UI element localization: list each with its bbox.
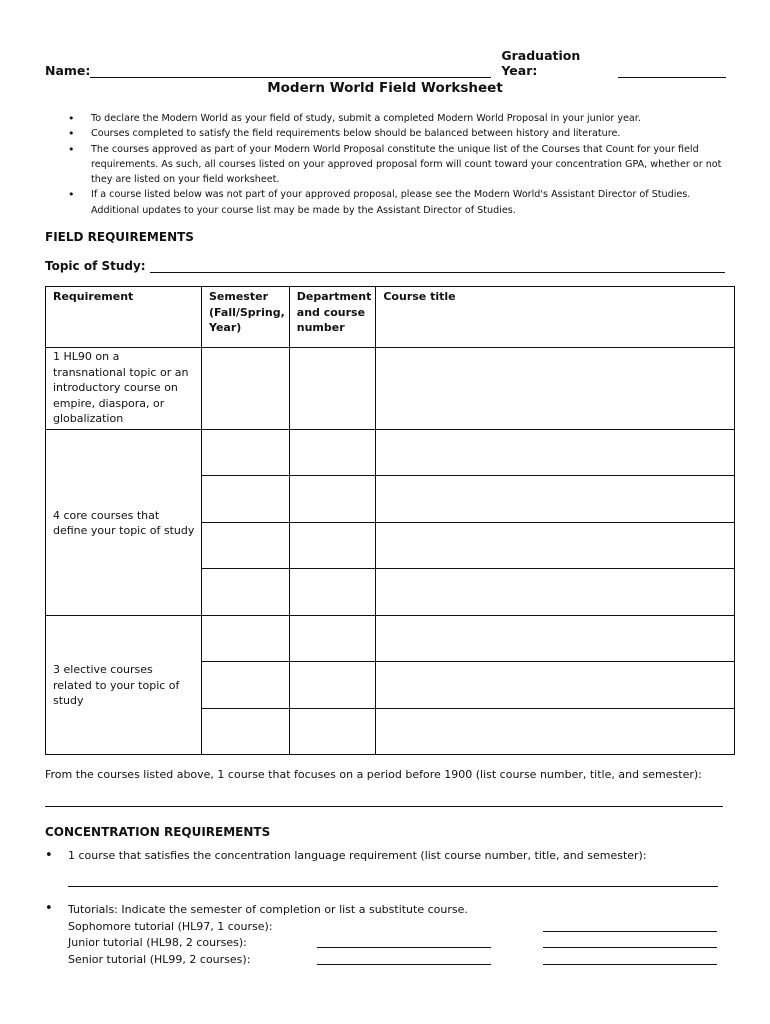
semester-cell[interactable] xyxy=(202,348,290,430)
department-cell[interactable] xyxy=(289,476,376,523)
header-course-title: Course title xyxy=(376,287,735,348)
language-answer-line[interactable] xyxy=(68,886,718,887)
requirement-label: 3 elective courses related to your topic of study xyxy=(53,663,180,708)
semester-cell[interactable] xyxy=(202,476,290,523)
table-header-row xyxy=(46,287,735,348)
sophomore-tutorial-blank[interactable] xyxy=(543,931,717,932)
junior-tutorial-blank-1[interactable] xyxy=(317,947,491,948)
requirement-cell xyxy=(46,616,202,755)
course-title-cell[interactable] xyxy=(376,430,735,476)
junior-tutorial-blank-2[interactable] xyxy=(543,947,717,948)
requirements-table xyxy=(45,286,735,755)
pre1900-answer-line[interactable] xyxy=(45,806,723,807)
senior-tutorial-blank-2[interactable] xyxy=(543,964,717,965)
page-title: Modern World Field Worksheet xyxy=(267,80,503,96)
intro-bullet: • To declare the Modern World as your field of study, submit a completed Modern World Proposal in your junior year. xyxy=(68,111,730,126)
topic-field[interactable] xyxy=(150,258,725,273)
tutorials-intro: Tutorials: Indicate the semester of completion or list a substitute course. xyxy=(68,903,468,916)
topic-row xyxy=(45,258,725,273)
header-requirement: Requirement xyxy=(46,287,202,348)
tutorials-block xyxy=(68,902,468,968)
semester-cell[interactable] xyxy=(202,569,290,616)
intro-bullet: • The courses approved as part of your Modern World Proposal constitute the unique list of the Courses that Count for your field requirements. As such, all courses listed on your approved proposal form will count toward your concentration GPA, whether or not they are listed on your field worksheet. xyxy=(68,142,730,188)
intro-bullet: • If a course listed below was not part of your approved proposal, please see the Modern World's Assistant Director of Studies. Additional updates to your course list may be made by the Assistant Director of Studies. xyxy=(68,187,730,218)
concentration-requirements-heading: CONCENTRATION REQUIREMENTS xyxy=(45,825,271,839)
field-requirements-heading: FIELD REQUIREMENTS xyxy=(45,230,194,244)
pre1900-instruction: From the courses listed above, 1 course that focuses on a period before 1900 (list course number, title, and semester): xyxy=(45,768,702,781)
course-title-cell[interactable] xyxy=(376,476,735,523)
course-title-cell[interactable] xyxy=(376,662,735,709)
department-cell[interactable] xyxy=(289,430,376,476)
senior-tutorial-label: Senior tutorial (HL99, 2 courses): xyxy=(68,952,251,966)
table-row xyxy=(46,348,735,430)
department-cell[interactable] xyxy=(289,709,376,755)
intro-bullets xyxy=(68,111,730,218)
bullet-dot: • xyxy=(45,901,53,916)
requirement-label: 4 core courses that define your topic of study xyxy=(53,508,195,537)
requirement-cell: 1 HL90 on a transnational topic or an introductory course on empire, diaspora, or globalization xyxy=(46,348,202,430)
table-row xyxy=(46,616,735,662)
semester-cell[interactable] xyxy=(202,709,290,755)
name-field[interactable] xyxy=(90,63,491,78)
semester-cell[interactable] xyxy=(202,662,290,709)
sophomore-tutorial-label: Sophomore tutorial (HL97, 1 course): xyxy=(68,919,273,933)
header-semester: Semester (Fall/Spring, Year) xyxy=(202,287,290,348)
department-cell[interactable] xyxy=(289,348,376,430)
topic-label: Topic of Study: xyxy=(45,259,146,273)
name-row xyxy=(45,48,726,78)
graduation-year-label: Graduation Year: xyxy=(501,48,581,78)
intro-bullet: • Courses completed to satisfy the field requirements below should be balanced between history and literature. xyxy=(68,126,730,141)
graduation-year-field[interactable] xyxy=(618,63,726,78)
semester-cell[interactable] xyxy=(202,430,290,476)
language-requirement-text: 1 course that satisfies the concentration language requirement (list course number, title, and semester): xyxy=(68,849,647,862)
junior-tutorial-label: Junior tutorial (HL98, 2 courses): xyxy=(68,936,247,949)
senior-tutorial-blank-1[interactable] xyxy=(317,964,491,965)
requirement-cell xyxy=(46,430,202,616)
course-title-cell[interactable] xyxy=(376,348,735,430)
department-cell[interactable] xyxy=(289,616,376,662)
course-title-cell[interactable] xyxy=(376,709,735,755)
course-title-cell[interactable] xyxy=(376,523,735,569)
department-cell[interactable] xyxy=(289,569,376,616)
header-department: Department and course number xyxy=(289,287,376,348)
department-cell[interactable] xyxy=(289,523,376,569)
department-cell[interactable] xyxy=(289,662,376,709)
name-label: Name: xyxy=(45,63,91,78)
course-title-cell[interactable] xyxy=(376,616,735,662)
semester-cell[interactable] xyxy=(202,523,290,569)
bullet-dot: • xyxy=(45,848,53,863)
semester-cell[interactable] xyxy=(202,616,290,662)
table-row xyxy=(46,430,735,476)
course-title-cell[interactable] xyxy=(376,569,735,616)
